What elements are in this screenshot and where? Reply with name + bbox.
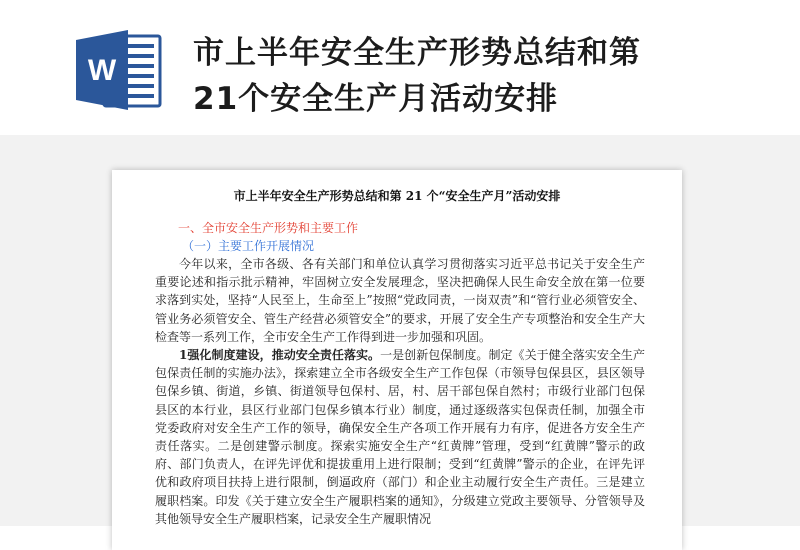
- page-title: [193, 30, 783, 122]
- document-title: 市上半年安全生产形势总结和第 21 个“安全生产月”活动安排: [233, 189, 561, 203]
- svg-text:W: W: [87, 54, 117, 87]
- word-document-icon: [76, 30, 164, 110]
- document-page: [112, 170, 682, 550]
- title-line-2: 21个安全生产月活动安排: [193, 81, 559, 117]
- document-body: [155, 255, 645, 528]
- header-banner: [0, 0, 800, 135]
- section-heading-2: （一）主要工作开展情况: [182, 239, 315, 253]
- title-line-1: 市上半年安全生产形势总结和第: [193, 35, 641, 71]
- paragraph-2-lead: 1强化制度建设，推动安全责任落实。: [179, 348, 381, 363]
- section-heading-1: 一、全市安全生产形势和主要工作: [178, 221, 359, 235]
- paragraph-2: [155, 346, 645, 528]
- paragraph-1: 今年以来，全市各级、各有关部门和单位认真学习贯彻落实习近平总书记关于安全生产重要论述和指示批示精神，牢固树立安全发展理念，坚决把确保人民生命安全放在第一位要求落到实处，坚持“人民至上，生命至上”按照“党政同责，一岗双责”和“管行业必须管安全、管业务必须管安全、管生产经营必须管安全”的要求，开展了安全生产专项整治和安全生产大检查等一系列工作，全市安全生产工作得到进一步加强和巩固。: [155, 257, 645, 344]
- paragraph-2-body: 一是创新包保制度。制定《关于健全落实安全生产包保责任制的实施办法》，探索建立全市各级安全生产工作包保（市领导包保县区，县区领导包保乡镇、街道，乡镇、街道领导包保村、居，村、居干部包保自然村；市级行业部门包保县区的本行业，县区行业部门包保乡镇本行业）制度，通过逐级落实包保责任制，加强全市党委政府对安全生产工作的领导，确保安全生产各项工作开展有力有序，促进各方安全生产责任落实。二是创建警示制度。探索实施安全生产“红黄牌”管理，受到“红黄牌”警示的政府、部门负责人，在评先评优和提拔重用上进行限制；受到“红黄牌”警示的企业，在评先评优和政府项目扶持上进行限制，倒逼政府（部门）和企业主动履行安全生产责任。三是建立履职档案。印发《关于建立安全生产履职档案的通知》，分级建立党政主要领导、分管领导及其他领导安全生产履职档案，记录安全生产履职情况: [155, 348, 645, 526]
